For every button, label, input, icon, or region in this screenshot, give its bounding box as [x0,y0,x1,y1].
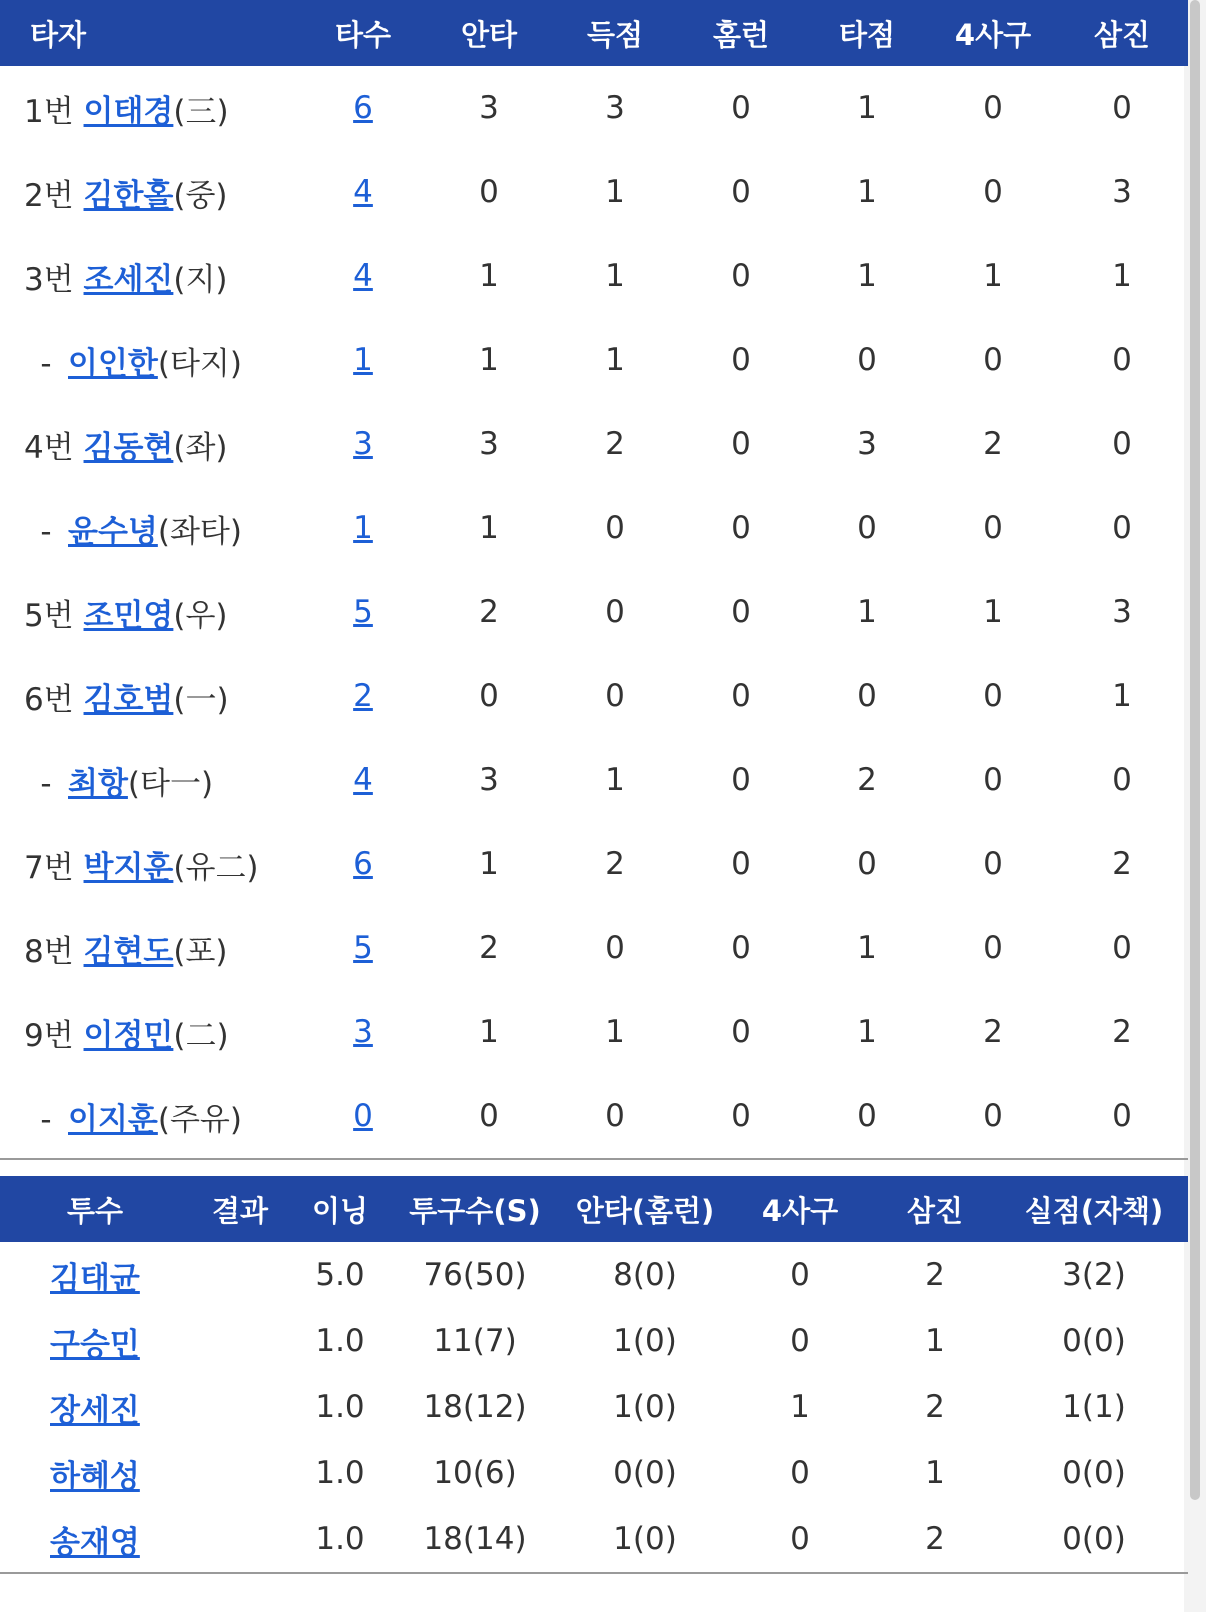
runs-cell: 0 [605,678,625,714]
batter-position: (二) [173,1017,229,1054]
hits-cell: 1 [479,258,499,294]
innings-cell: 1.0 [315,1521,365,1557]
strikeouts-cell: 2 [925,1389,945,1425]
walks-cell: 0 [983,174,1003,210]
runs-earned-cell: 0(0) [1062,1455,1126,1491]
pitcher-name-link[interactable]: 김태균 [50,1260,140,1297]
batter-cell [0,738,300,822]
header-at-bats: 타수 [300,0,426,66]
hits-cell: 1 [479,342,499,378]
batting-header-row [0,0,1188,66]
at-bats-cell [300,570,426,654]
pitching-row [0,1374,1188,1440]
runs-cell: 1 [605,258,625,294]
header-pitch-count: 투구수(S) [390,1176,560,1242]
header-strikeouts: 삼진 [1056,0,1188,66]
batting-rows [0,66,1188,1159]
batter-name-link[interactable]: 김동현 [83,429,174,466]
walks-cell: 1 [983,594,1003,630]
hits-cell: 3 [479,426,499,462]
batting-order: 9번 [24,1017,74,1054]
batter-position: (중) [173,177,228,214]
home-runs-cell: 0 [731,510,751,546]
pitcher-cell [0,1506,190,1573]
batting-order: 8번 [24,933,74,970]
scrollbar-thumb[interactable] [1190,0,1200,1500]
rbi-cell: 1 [857,930,877,966]
hits-hr-cell: 8(0) [613,1257,677,1293]
runs-cell: 3 [605,90,625,126]
header-hits: 안타 [426,0,552,66]
header-innings: 이닝 [290,1176,390,1242]
strikeouts-cell: 2 [1112,846,1132,882]
batting-order: 4번 [24,429,74,466]
header-hits-hr: 안타(홈런) [560,1176,730,1242]
pitch-count-cell: 10(6) [433,1455,517,1491]
at-bats-link[interactable]: 6 [353,846,373,882]
pitcher-cell [0,1308,190,1374]
runs-cell: 0 [605,510,625,546]
runs-cell: 0 [605,930,625,966]
strikeouts-cell: 2 [1112,1014,1132,1050]
walks-cell: 0 [983,90,1003,126]
runs-earned-cell: 1(1) [1062,1389,1126,1425]
batter-cell [0,402,300,486]
batter-name-link[interactable]: 박지훈 [83,849,174,886]
batting-order: - [40,345,52,382]
walks-cell: 2 [983,426,1003,462]
walks-cell: 0 [983,342,1003,378]
rbi-cell: 0 [857,846,877,882]
batting-row [0,234,1188,318]
pitcher-name-link[interactable]: 송재영 [50,1524,140,1561]
batter-position: (좌) [173,429,228,466]
batter-name-link[interactable]: 김한홀 [83,177,174,214]
at-bats-cell [300,1074,426,1159]
rbi-cell: 1 [857,90,877,126]
batting-row [0,66,1188,150]
hits-cell: 1 [479,1014,499,1050]
batting-order: - [40,765,52,802]
strikeouts-cell: 1 [1112,258,1132,294]
batting-row [0,822,1188,906]
at-bats-link[interactable]: 6 [353,90,373,126]
header-home-runs: 홈런 [678,0,804,66]
header-pitcher: 투수 [0,1176,190,1242]
runs-cell: 2 [605,426,625,462]
strikeouts-cell: 3 [1112,594,1132,630]
batter-name-link[interactable]: 최항 [68,765,128,802]
pitcher-name-link[interactable]: 장세진 [50,1392,140,1429]
runs-cell: 0 [605,594,625,630]
at-bats-cell [300,318,426,402]
innings-cell: 5.0 [315,1257,365,1293]
strikeouts-cell: 0 [1112,90,1132,126]
batting-row [0,906,1188,990]
strikeouts-cell: 0 [1112,426,1132,462]
walks-cell: 0 [983,510,1003,546]
walks-cell: 2 [983,1014,1003,1050]
walks-cell: 0 [790,1521,810,1557]
pitch-count-cell: 18(12) [423,1389,527,1425]
walks-cell: 0 [790,1257,810,1293]
at-bats-cell [300,66,426,150]
batter-name-link[interactable]: 이태경 [83,93,174,130]
home-runs-cell: 0 [731,1014,751,1050]
rbi-cell: 0 [857,342,877,378]
pitch-count-cell: 11(7) [433,1323,517,1359]
strikeouts-cell: 2 [925,1257,945,1293]
innings-cell: 1.0 [315,1389,365,1425]
strikeouts-cell: 2 [925,1521,945,1557]
batter-position: (유二) [173,849,259,886]
rbi-cell: 1 [857,258,877,294]
hits-cell: 1 [479,846,499,882]
batting-order: 6번 [24,681,74,718]
strikeouts-cell: 0 [1112,930,1132,966]
batter-position: (타一) [127,765,214,802]
strikeouts-cell: 3 [1112,174,1132,210]
strikeouts-cell: 1 [925,1455,945,1491]
home-runs-cell: 0 [731,426,751,462]
strikeouts-cell: 0 [1112,510,1132,546]
batter-cell [0,906,300,990]
hits-cell: 2 [479,930,499,966]
batter-position: (지) [173,261,228,298]
batter-position: (우) [173,597,228,634]
pitching-rows [0,1242,1188,1573]
pitching-header-row [0,1176,1188,1242]
batter-cell [0,654,300,738]
batting-order: 1번 [24,93,74,130]
at-bats-cell [300,822,426,906]
pitcher-cell [0,1440,190,1506]
walks-cell: 0 [983,1098,1003,1134]
runs-earned-cell: 3(2) [1062,1257,1126,1293]
at-bats-link[interactable]: 1 [353,342,373,378]
runs-cell: 1 [605,762,625,798]
batter-name-link[interactable]: 이지훈 [68,1101,158,1138]
hits-cell: 0 [479,1098,499,1134]
at-bats-cell [300,234,426,318]
home-runs-cell: 0 [731,258,751,294]
runs-cell: 0 [605,1098,625,1134]
batter-cell [0,318,300,402]
home-runs-cell: 0 [731,90,751,126]
batter-position: (一) [173,681,229,718]
walks-cell: 0 [983,846,1003,882]
strikeouts-cell: 0 [1112,762,1132,798]
batter-name-link[interactable]: 김현도 [83,933,174,970]
batter-name-link[interactable]: 이정민 [83,1017,174,1054]
batting-row [0,486,1188,570]
batter-name-link[interactable]: 이인한 [68,345,158,382]
walks-cell: 0 [790,1323,810,1359]
walks-cell: 0 [983,678,1003,714]
batting-order: 2번 [24,177,74,214]
hits-cell: 3 [479,90,499,126]
innings-cell: 1.0 [315,1455,365,1491]
at-bats-cell [300,486,426,570]
batter-cell [0,822,300,906]
runs-cell: 2 [605,846,625,882]
batter-position: (주유) [157,1101,242,1138]
batter-cell [0,150,300,234]
batting-row [0,150,1188,234]
at-bats-link[interactable]: 1 [353,510,373,546]
hits-hr-cell: 0(0) [613,1455,677,1491]
walks-cell: 0 [790,1455,810,1491]
batter-cell [0,66,300,150]
rbi-cell: 1 [857,594,877,630]
at-bats-link[interactable]: 4 [353,174,373,210]
batting-order: 7번 [24,849,74,886]
result-cell [190,1506,290,1573]
pitcher-cell [0,1374,190,1440]
home-runs-cell: 0 [731,1098,751,1134]
batting-row [0,402,1188,486]
home-runs-cell: 0 [731,678,751,714]
batter-position: (포) [173,933,228,970]
at-bats-link[interactable]: 5 [353,594,373,630]
home-runs-cell: 0 [731,342,751,378]
batter-position: (좌타) [157,513,242,550]
runs-cell: 1 [605,1014,625,1050]
rbi-cell: 0 [857,1098,877,1134]
walks-cell: 0 [983,930,1003,966]
result-cell [190,1374,290,1440]
header-result: 결과 [190,1176,290,1242]
at-bats-cell [300,150,426,234]
walks-cell: 1 [790,1389,810,1425]
at-bats-link[interactable]: 5 [353,930,373,966]
at-bats-link[interactable]: 4 [353,258,373,294]
batting-row [0,990,1188,1074]
innings-cell: 1.0 [315,1323,365,1359]
rbi-cell: 3 [857,426,877,462]
pitch-count-cell: 76(50) [423,1257,527,1293]
header-strikeouts: 삼진 [870,1176,1000,1242]
batting-order: - [40,1101,52,1138]
rbi-cell: 1 [857,174,877,210]
at-bats-cell [300,402,426,486]
batter-cell [0,570,300,654]
header-walks: 4사구 [930,0,1056,66]
pitching-row [0,1308,1188,1374]
batting-order: - [40,513,52,550]
hits-cell: 0 [479,678,499,714]
pitch-count-cell: 18(14) [423,1521,527,1557]
at-bats-link[interactable]: 2 [353,678,373,714]
at-bats-cell [300,738,426,822]
at-bats-link[interactable]: 3 [353,426,373,462]
hits-hr-cell: 1(0) [613,1323,677,1359]
strikeouts-cell: 1 [1112,678,1132,714]
batting-row [0,654,1188,738]
batter-cell [0,234,300,318]
batter-cell [0,1074,300,1159]
result-cell [190,1308,290,1374]
header-walks: 4사구 [730,1176,870,1242]
header-batter: 타자 [0,0,300,66]
pitcher-name-link[interactable]: 하혜성 [50,1458,140,1495]
hits-hr-cell: 1(0) [613,1389,677,1425]
rbi-cell: 0 [857,510,877,546]
batter-name-link[interactable]: 윤수녕 [68,513,158,550]
rbi-cell: 0 [857,678,877,714]
runs-earned-cell: 0(0) [1062,1521,1126,1557]
home-runs-cell: 0 [731,930,751,966]
at-bats-link[interactable]: 3 [353,1014,373,1050]
hits-cell: 1 [479,510,499,546]
home-runs-cell: 0 [731,594,751,630]
runs-earned-cell: 0(0) [1062,1323,1126,1359]
runs-cell: 1 [605,174,625,210]
hits-hr-cell: 1(0) [613,1521,677,1557]
strikeouts-cell: 1 [925,1323,945,1359]
batter-name-link[interactable]: 김호범 [83,681,174,718]
pitching-row [0,1440,1188,1506]
batting-row [0,570,1188,654]
batter-position: (타지) [157,345,242,382]
strikeouts-cell: 0 [1112,1098,1132,1134]
batter-cell [0,990,300,1074]
at-bats-cell [300,906,426,990]
pitching-table [0,1176,1188,1574]
at-bats-cell [300,654,426,738]
pitcher-name-link[interactable]: 구승민 [50,1326,140,1363]
rbi-cell: 2 [857,762,877,798]
result-cell [190,1440,290,1506]
pitching-row [0,1506,1188,1573]
home-runs-cell: 0 [731,174,751,210]
batting-row [0,738,1188,822]
batting-row [0,1074,1188,1159]
hits-cell: 0 [479,174,499,210]
header-rbi: 타점 [804,0,930,66]
pitching-row [0,1242,1188,1308]
home-runs-cell: 0 [731,846,751,882]
batter-position: (三) [173,93,229,130]
rbi-cell: 1 [857,1014,877,1050]
at-bats-link[interactable]: 4 [353,762,373,798]
hits-cell: 2 [479,594,499,630]
runs-cell: 1 [605,342,625,378]
walks-cell: 0 [983,762,1003,798]
walks-cell: 1 [983,258,1003,294]
batter-cell [0,486,300,570]
header-runs: 득점 [552,0,678,66]
pitcher-cell [0,1242,190,1308]
at-bats-link[interactable]: 0 [353,1098,373,1134]
batting-order: 5번 [24,597,74,634]
header-runs-earned: 실점(자책) [1000,1176,1188,1242]
result-cell [190,1242,290,1308]
home-runs-cell: 0 [731,762,751,798]
batter-name-link[interactable]: 조민영 [83,597,174,634]
batting-order: 3번 [24,261,74,298]
hits-cell: 3 [479,762,499,798]
batter-name-link[interactable]: 조세진 [83,261,174,298]
at-bats-cell [300,990,426,1074]
strikeouts-cell: 0 [1112,342,1132,378]
batting-row [0,318,1188,402]
